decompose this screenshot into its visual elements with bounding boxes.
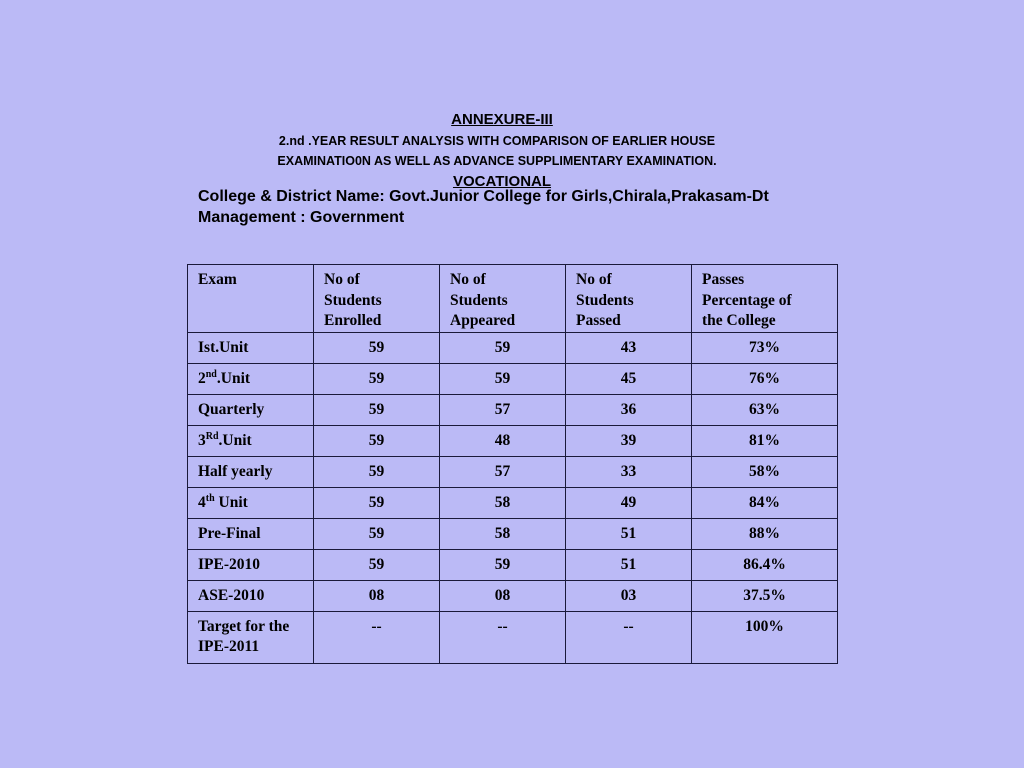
header-text-line: Enrolled — [324, 312, 382, 329]
cell-exam: Quarterly — [188, 394, 314, 425]
cell-appeared: 58 — [440, 518, 566, 549]
cell-enrolled: 59 — [314, 487, 440, 518]
cell-passed: 39 — [566, 425, 692, 456]
header-text-line: No of — [576, 271, 612, 288]
table-row — [188, 487, 838, 518]
cell-percentage: 58% — [692, 456, 838, 487]
cell-percentage: 76% — [692, 363, 838, 394]
cell-appeared: 08 — [440, 580, 566, 611]
cell-exam: Pre-Final — [188, 518, 314, 549]
header-text-line: Appeared — [450, 312, 516, 329]
cell-passed: 45 — [566, 363, 692, 394]
cell-enrolled: -- — [314, 611, 440, 663]
cell-passed: 51 — [566, 518, 692, 549]
header-text-line: Students — [450, 291, 508, 309]
cell-enrolled: 08 — [314, 580, 440, 611]
cell-exam: IPE-2010 — [188, 549, 314, 580]
results-table — [187, 264, 838, 664]
cell-appeared: 48 — [440, 425, 566, 456]
table-row — [188, 518, 838, 549]
header-text-line: No of — [324, 271, 360, 288]
header-passed — [566, 265, 692, 333]
cell-percentage: 84% — [692, 487, 838, 518]
ordinal-suffix: th — [205, 492, 215, 504]
table-row — [188, 456, 838, 487]
header-text-line: Passes — [702, 271, 745, 288]
table-row — [188, 549, 838, 580]
cell-enrolled: 59 — [314, 549, 440, 580]
table-row — [188, 425, 838, 456]
table-row — [188, 332, 838, 363]
cell-passed: 33 — [566, 456, 692, 487]
cell-passed: 43 — [566, 332, 692, 363]
cell-appeared: -- — [440, 611, 566, 663]
table-body — [188, 332, 838, 663]
header-text-line: Exam — [198, 271, 237, 288]
cell-enrolled: 59 — [314, 425, 440, 456]
cell-appeared: 59 — [440, 363, 566, 394]
cell-enrolled: 59 — [314, 332, 440, 363]
header-text-line: Students — [324, 291, 382, 309]
cell-enrolled: 59 — [314, 394, 440, 425]
header-enrolled — [314, 265, 440, 333]
cell-enrolled: 59 — [314, 363, 440, 394]
subtitle-line-1: 2.nd .YEAR RESULT ANALYSIS WITH COMPARISON OF EARLIER HOUSE — [278, 134, 716, 148]
cell-appeared: 57 — [440, 394, 566, 425]
cell-exam: 4th Unit — [188, 487, 314, 518]
ordinal-suffix: Rd — [205, 430, 219, 442]
document-header — [0, 110, 1024, 192]
header-text-line: No of — [450, 271, 486, 288]
cell-appeared: 59 — [440, 332, 566, 363]
header-text-line: Students — [576, 291, 634, 309]
annexure-title: ANNEXURE-III — [451, 111, 553, 128]
header-text-line: Passed — [576, 312, 621, 329]
cell-percentage: 86.4% — [692, 549, 838, 580]
header-text-line: the College — [702, 312, 776, 329]
table-row — [188, 363, 838, 394]
header-percentage — [692, 265, 838, 333]
cell-enrolled: 59 — [314, 456, 440, 487]
cell-percentage: 37.5% — [692, 580, 838, 611]
table-row — [188, 580, 838, 611]
cell-exam: Ist.Unit — [188, 332, 314, 363]
cell-percentage: 100% — [692, 611, 838, 663]
cell-appeared: 57 — [440, 456, 566, 487]
header-appeared — [440, 265, 566, 333]
header-text-line: Percentage of — [702, 291, 792, 309]
cell-exam: ASE-2010 — [188, 580, 314, 611]
cell-exam: Half yearly — [188, 456, 314, 487]
cell-enrolled: 59 — [314, 518, 440, 549]
cell-exam: 2nd.Unit — [188, 363, 314, 394]
table-row — [188, 394, 838, 425]
cell-percentage: 63% — [692, 394, 838, 425]
table-header-row — [188, 265, 838, 333]
cell-percentage: 81% — [692, 425, 838, 456]
cell-passed: 36 — [566, 394, 692, 425]
table-row — [188, 611, 838, 663]
stream-title: VOCATIONAL — [452, 173, 552, 190]
management-type: Management : Government — [198, 209, 405, 226]
cell-passed: 03 — [566, 580, 692, 611]
cell-exam: Target for the IPE-2011 — [188, 611, 314, 663]
cell-passed: -- — [566, 611, 692, 663]
header-exam — [188, 265, 314, 333]
cell-appeared: 59 — [440, 549, 566, 580]
cell-exam: 3Rd.Unit — [188, 425, 314, 456]
cell-percentage: 73% — [692, 332, 838, 363]
cell-appeared: 58 — [440, 487, 566, 518]
cell-passed: 49 — [566, 487, 692, 518]
ordinal-suffix: nd — [205, 368, 217, 380]
subtitle-line-2: EXAMINATIO0N AS WELL AS ADVANCE SUPPLIMENTARY EXAMINATION. — [277, 154, 717, 168]
college-name: College & District Name: Govt.Junior College for Girls,Chirala,Prakasam-Dt — [198, 188, 769, 205]
cell-passed: 51 — [566, 549, 692, 580]
cell-percentage: 88% — [692, 518, 838, 549]
